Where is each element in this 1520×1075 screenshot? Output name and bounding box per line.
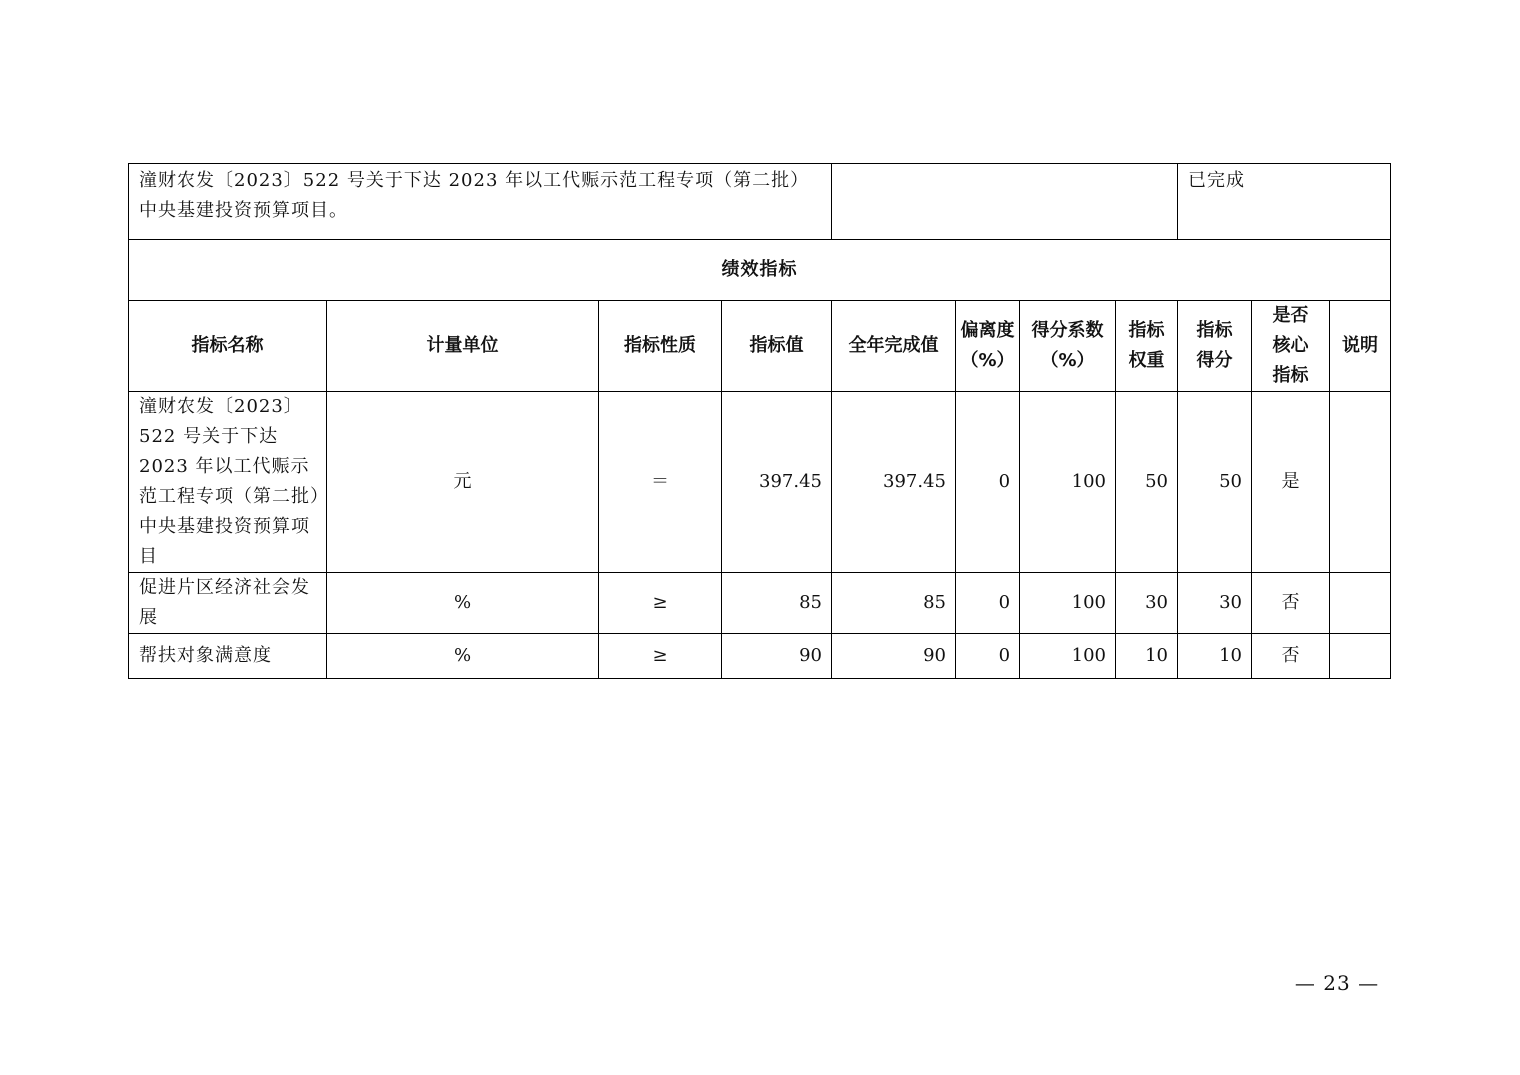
indicator-name: 帮扶对象满意度: [129, 634, 327, 679]
weight: 30: [1116, 573, 1178, 634]
project-description: 潼财农发〔2023〕522 号关于下达 2023 年以工代赈示范工程专项（第二批）中央基建投资预算项目。: [129, 164, 832, 240]
performance-table: [128, 163, 1391, 679]
target-value: 85: [722, 573, 832, 634]
actual-value: 85: [832, 573, 956, 634]
unit: %: [327, 573, 599, 634]
weight: 50: [1116, 392, 1178, 573]
header-annual-actual: 全年完成值: [832, 301, 956, 392]
table-row: [129, 392, 1391, 573]
score: 10: [1178, 634, 1252, 679]
core-indicator: 否: [1252, 573, 1330, 634]
header-note: 说明: [1330, 301, 1391, 392]
nature: ＝: [599, 392, 722, 573]
unit: 元: [327, 392, 599, 573]
nature: ≥: [599, 634, 722, 679]
header-weight: 指标权重: [1116, 301, 1178, 392]
deviation: 0: [956, 634, 1020, 679]
deviation: 0: [956, 392, 1020, 573]
header-deviation: 偏离度（%）: [956, 301, 1020, 392]
section-title-row: [129, 240, 1391, 301]
indicator-name: 促进片区经济社会发展: [129, 573, 327, 634]
page-number: — 23 —: [1294, 971, 1380, 995]
header-core-indicator: 是否核心指标: [1252, 301, 1330, 392]
header-unit: 计量单位: [327, 301, 599, 392]
header-score-coefficient: 得分系数（%）: [1020, 301, 1116, 392]
note: [1330, 392, 1391, 573]
score: 30: [1178, 573, 1252, 634]
weight: 10: [1116, 634, 1178, 679]
table-row: [129, 634, 1391, 679]
header-score: 指标得分: [1178, 301, 1252, 392]
header-indicator-name: 指标名称: [129, 301, 327, 392]
header-target-value: 指标值: [722, 301, 832, 392]
table-row: [129, 573, 1391, 634]
header-row: [129, 301, 1391, 392]
actual-value: 90: [832, 634, 956, 679]
target-value: 397.45: [722, 392, 832, 573]
header-nature: 指标性质: [599, 301, 722, 392]
project-summary-middle: [832, 164, 1178, 240]
core-indicator: 是: [1252, 392, 1330, 573]
project-summary-row: [129, 164, 1391, 240]
section-title: 绩效指标: [129, 240, 1391, 301]
score: 50: [1178, 392, 1252, 573]
unit: %: [327, 634, 599, 679]
score-coefficient: 100: [1020, 392, 1116, 573]
project-status: 已完成: [1178, 164, 1391, 240]
core-indicator: 否: [1252, 634, 1330, 679]
indicator-name: 潼财农发〔2023〕522 号关于下达 2023 年以工代赈示范工程专项（第二批）中央基建投资预算项目: [129, 392, 327, 573]
target-value: 90: [722, 634, 832, 679]
score-coefficient: 100: [1020, 634, 1116, 679]
score-coefficient: 100: [1020, 573, 1116, 634]
note: [1330, 573, 1391, 634]
actual-value: 397.45: [832, 392, 956, 573]
deviation: 0: [956, 573, 1020, 634]
nature: ≥: [599, 573, 722, 634]
note: [1330, 634, 1391, 679]
